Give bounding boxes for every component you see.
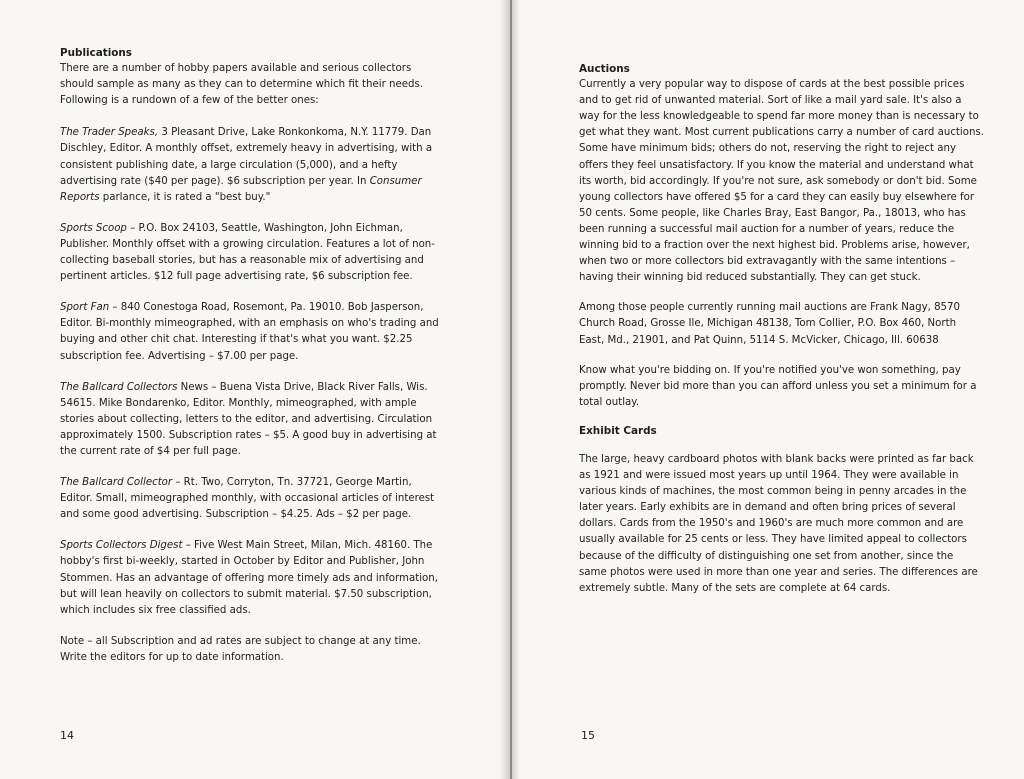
exhibit-cards-heading: Exhibit Cards [579,424,657,437]
auctions-paragraph: Among those people currently running mail auctions are Frank Nagy, 8570 Church Road, Grosse Ile, Michigan 48138, Tom Collier, P.O. Box 460, North East, Md., 21901, and Pat Quinn, 5114 S. McVicker, Chicago, Ill. 60638 [579,302,960,346]
rates-note: Note – all Subscription and ad rates are subject to change at any time. Write the editors for up to date information. [60,635,421,663]
page-number: 15 [581,729,595,742]
publications-heading: Publications [60,47,132,59]
right-page [512,0,1024,779]
publication-entry: Sports Collectors Digest – Five West Main Street, Milan, Mich. 48160. The hobby's first bi-weekly, started in October by Editor and Publisher, John Stommen. Has an advantage of offering more timely ads and information, but will lean heavily on collectors to submit material. $7.50 subscription, which includes six free classified ads. [60,540,438,616]
left-page [0,0,510,779]
right-page-text [579,61,984,607]
auctions-heading: Auctions [579,63,630,75]
publications-intro: There are a number of hobby papers available and serious collectors should sample as many as they can to determine which fit their needs. Following is a rundown of a few of the better ones: [60,63,423,107]
auctions-paragraph: Currently a very popular way to dispose of cards at the best possible prices and to get rid of unwanted material. Sort of like a mail yard sale. It's also a way for the less knowledgeable to spend far more money than is necessary to get what they want. Most current publications carry a number of card auctions. Some have minimum bids; others do not, reserving the right to reject any offers they feel unsatisfactory. If you know the material and understand what its worth, bid accordingly. If you're not sure, ask somebody or don't bid. Some young collectors have offered $5 for a card they can easily buy elsewhere for 50 cents. Some people, like Charles Bray, East Bangor, Pa., 18013, who has been running a successful mail auction for a number of years, reduce the winning bid to a fraction over the next highest bid. Problems arise, however, when two or more collectors bid extravagantly with the same intentions – having their winning bid reduced substantially. They can get stuck. [579,79,984,284]
publication-entry: Sports Scoop – P.O. Box 24103, Seattle, Washington, John Eichman, Publisher. Monthly offset with a growing circulation. Features a lot of non-collecting baseball stories, but has a reasonable mix of advertising and pertinent articles. $12 full page advertising rate, $6 subscription fee. [60,222,435,283]
exhibit-cards-paragraph: The large, heavy cardboard photos with blank backs were printed as far back as 1921 and were issued most years up until 1964. They were available in various kinds of machines, the most common being in penny arcades in the later years. Early exhibits are in demand and often bring prices of several dollars. Cards from the 1950's and 1960's are much more common and are usually available for 25 cents or less. They have limited appeal to collectors because of the difficulty of distinguishing one set from another, since the same photos were used in more than one year and series. The differences are extremely subtle. Many of the sets are complete at 64 cards. [579,453,978,594]
page-number: 14 [60,729,74,742]
left-page-text [60,45,445,676]
publication-entry: The Ballcard Collectors News – Buena Vista Drive, Black River Falls, Wis. 54615. Mike Bondarenko, Editor. Monthly, mimeographed, with ample stories about collecting, letters to the editor, and advertising. Circulation approximately 1500. Subscription rates – $5. A good buy in advertising at the current rate of $4 per full page. [60,381,437,457]
publication-entry: Sport Fan – 840 Conestoga Road, Rosemont, Pa. 19010. Bob Jasperson, Editor. Bi-monthly mimeographed, with an emphasis on who's trading and buying and other chit chat. Interesting if that's what you want. $2.25 subscription fee. Advertising – $7.00 per page. [60,302,439,362]
publication-entry: The Trader Speaks, 3 Pleasant Drive, Lake Ronkonkoma, N.Y. 11779. Dan Dischley, Editor. A monthly offset, extremely heavy in advertising, with a consistent publishing date, a large circulation (5,000), and a hefty advertising rate ($40 per page). $6 subscription per year. In Consumer Reports parlance, it is rated a "best buy." [60,127,433,203]
publication-entry: The Ballcard Collector – Rt. Two, Corryton, Tn. 37721, George Martin, Editor. Small, mimeographed monthly, with occasional articles of interest and some good advertising. Subscription – $4.25. Ads – $2 per page. [60,477,435,521]
auctions-paragraph: Know what you're bidding on. If you're notified you've won something, pay promptly. Never bid more than you can afford unless you set a minimum for a total outlay. [579,364,977,408]
